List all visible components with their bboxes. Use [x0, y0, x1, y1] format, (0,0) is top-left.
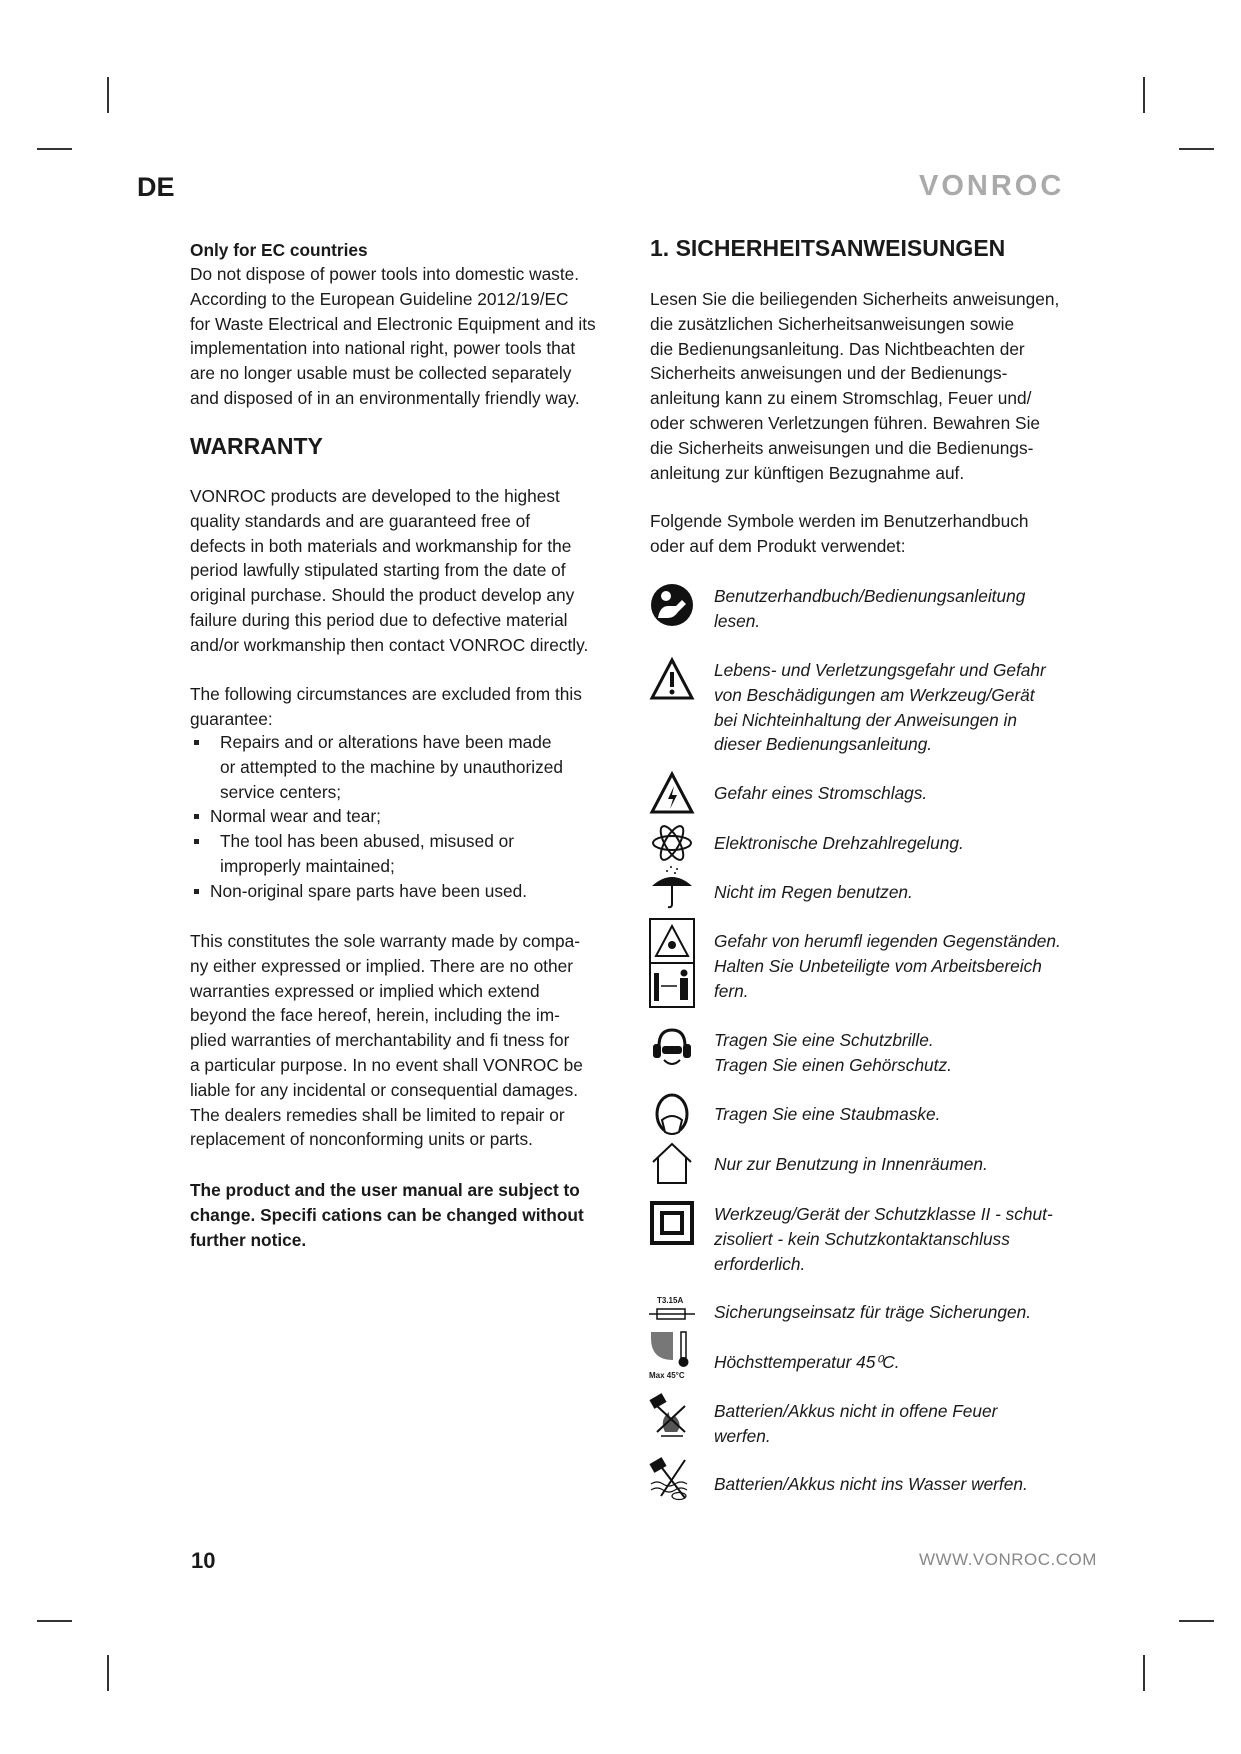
crop-mark — [1143, 1655, 1145, 1691]
max-temperature-icon — [649, 1330, 695, 1382]
symbols-intro: Folgende Symbole werden im Benutzerhandbuch oder auf dem Produkt verwendet: — [650, 511, 1029, 556]
crop-mark — [37, 1620, 72, 1622]
symbol-text: Elektronische Drehzahlregelung. — [714, 833, 964, 853]
symbol-text: Tragen Sie eine Staubmaske. — [714, 1104, 941, 1124]
electronic-speed-icon — [649, 820, 695, 866]
symbol-text: Nur zur Benutzung in Innenräumen. — [714, 1154, 988, 1174]
crop-mark — [107, 77, 109, 113]
change-notice: The product and the user manual are subject to change. Specifi cations can be changed without further notice. — [190, 1180, 584, 1250]
crop-mark — [1179, 1620, 1214, 1622]
ec-title: Only for EC countries — [190, 240, 368, 260]
symbol-text: Batterien/Akkus nicht ins Wasser werfen. — [714, 1474, 1028, 1494]
manual-icon — [649, 582, 695, 628]
list-item: Repairs and or alterations have been made or attempted to the machine by unauthorized service centers; — [190, 730, 630, 804]
crop-mark — [1179, 148, 1214, 150]
language-code: DE — [137, 172, 175, 202]
no-fire-battery-icon — [649, 1392, 695, 1438]
brand-logo: VONROC — [919, 170, 1065, 202]
crop-mark — [107, 1655, 109, 1691]
crop-mark — [1143, 77, 1145, 113]
symbol-text: Gefahr eines Stromschlags. — [714, 783, 928, 803]
section-title: 1. SICHERHEITSANWEISUNGEN — [650, 235, 1006, 261]
crop-mark — [37, 148, 72, 150]
symbol-text: Lebens- und Verletzungsgefahr und Gefahr von Beschädigungen am Werkzeug/Gerät bei Nichteinhaltung der Anweisungen in dieser Bedienungsanleitung. — [714, 660, 1046, 755]
symbol-text: Tragen Sie eine Schutzbrille. Tragen Sie einen Gehörschutz. — [714, 1030, 952, 1075]
warranty-text: VONROC products are developed to the highest quality standards and are guaranteed free of defects in both materials and workmanship for the period lawfully stipulated starting from the date of original purchase. Should the product develop any failure during this period due to defective material and/or workmanship then contact VONROC directly. — [190, 486, 589, 655]
no-water-battery-icon — [649, 1456, 695, 1502]
symbol-text: Werkzeug/Gerät der Schutzklasse II - schut- zisoliert - kein Schutzkontaktanschluss erforderlich. — [714, 1204, 1053, 1274]
excluded-list — [190, 730, 630, 904]
max-temperature-label: Max 45°C — [649, 1371, 685, 1380]
no-rain-icon — [649, 864, 695, 910]
flying-objects-icon — [649, 918, 695, 1008]
symbol-text: Batterien/Akkus nicht in offene Feuer werfen. — [714, 1401, 998, 1446]
warranty-title: WARRANTY — [190, 433, 323, 459]
indoor-icon — [649, 1140, 695, 1186]
fuse-icon — [649, 1296, 695, 1326]
dust-mask-icon — [649, 1092, 695, 1138]
list-item: Normal wear and tear; — [190, 804, 630, 829]
page-number: 10 — [191, 1548, 216, 1573]
sole-warranty-text: This constitutes the sole warranty made by compa- ny either expressed or implied. There are no other warranties expressed or implied which extend beyond the face hereof, herein, including the im- plied warranties of merchantability and fi tness for a particular purpose. In no event shall VONROC be liable for any incidental or consequential damages. The dealers remedies shall be limited to repair or replacement of nonconforming units or parts. — [190, 931, 583, 1150]
electric-shock-icon — [649, 770, 695, 816]
symbol-text: Benutzerhandbuch/Bedienungsanleitung lesen. — [714, 586, 1026, 631]
symbol-text: Nicht im Regen benutzen. — [714, 882, 913, 902]
website-link: WWW.VONROC.COM — [919, 1550, 1097, 1569]
excluded-intro: The following circumstances are excluded from this guarantee: — [190, 684, 582, 729]
symbol-text: Höchsttemperatur 45⁰C. — [714, 1352, 900, 1372]
fuse-rating-label: T3.15A — [657, 1296, 684, 1305]
warning-icon — [649, 656, 695, 702]
safety-intro: Lesen Sie die beiliegenden Sicherheits anweisungen, die zusätzlichen Sicherheitsanweisungen sowie die Bedienungsanleitung. Das Nichtbeachten der Sicherheits anweisungen und der Bedienungs- anleitung kann zu einem Stromschlag, Feuer und/ oder schweren Verletzungen führen. Bewahren Sie die Sicherheits anweisungen und die Bedienungs- anleitung zur künftigen Bezugnahme auf. — [650, 289, 1060, 483]
symbol-text: Gefahr von herumfl iegenden Gegenständen. Halten Sie Unbeteiligte vom Arbeitsbereich fern. — [714, 931, 1061, 1001]
list-item: Non-original spare parts have been used. — [190, 879, 630, 904]
goggles-earmuffs-icon — [649, 1026, 695, 1072]
ec-text: Do not dispose of power tools into domestic waste. According to the European Guideline 2012/19/EC for Waste Electrical and Electronic Equipment and its implementation into national right, power tools that are no longer usable must be collected separately and disposed of in an environmentally friendly way. — [190, 264, 596, 408]
class-ii-icon — [649, 1200, 695, 1246]
list-item: The tool has been abused, misused or improperly maintained; — [190, 829, 630, 879]
symbol-text: Sicherungseinsatz für träge Sicherungen. — [714, 1302, 1032, 1322]
